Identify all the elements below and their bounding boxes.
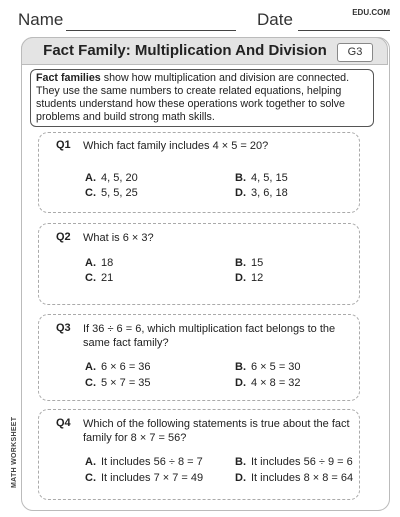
intro-box bbox=[30, 69, 374, 127]
date-label: Date bbox=[257, 10, 293, 29]
option-text: 4, 5, 20 bbox=[101, 172, 138, 184]
option-text: 12 bbox=[251, 272, 264, 284]
option-b[interactable] bbox=[235, 361, 301, 373]
sidebar-label: MATH WORKSHEET bbox=[11, 416, 18, 488]
option-a[interactable] bbox=[85, 257, 113, 269]
option-letter: A. bbox=[85, 172, 96, 184]
option-letter: A. bbox=[85, 361, 96, 373]
option-c[interactable] bbox=[85, 377, 151, 389]
option-text: 18 bbox=[101, 257, 114, 269]
option-text: It includes 56 ÷ 8 = 7 bbox=[101, 456, 203, 468]
option-letter: C. bbox=[85, 187, 96, 199]
option-text: 5, 5, 25 bbox=[101, 187, 138, 199]
option-letter: D. bbox=[235, 272, 246, 284]
name-line[interactable] bbox=[66, 30, 236, 31]
option-c[interactable] bbox=[85, 187, 138, 199]
question-text: If 36 ÷ 6 = 6, which multiplication fact belongs to the same fact family? bbox=[83, 323, 336, 349]
option-text: 4, 5, 15 bbox=[251, 172, 288, 184]
option-letter: A. bbox=[85, 456, 96, 468]
date-line[interactable] bbox=[298, 30, 390, 31]
option-c[interactable] bbox=[85, 472, 203, 484]
question-number: Q4 bbox=[56, 417, 71, 429]
option-c[interactable] bbox=[85, 272, 113, 284]
option-letter: A. bbox=[85, 257, 96, 269]
option-d[interactable] bbox=[235, 472, 353, 484]
intro-term: Fact families bbox=[36, 72, 101, 84]
option-a[interactable] bbox=[85, 172, 138, 184]
option-text: It includes 7 × 7 = 49 bbox=[101, 472, 204, 484]
option-letter: C. bbox=[85, 472, 96, 484]
option-text: 6 × 5 = 30 bbox=[251, 361, 301, 373]
option-letter: C. bbox=[85, 272, 96, 284]
option-letter: D. bbox=[235, 377, 246, 389]
option-b[interactable] bbox=[235, 257, 263, 269]
option-text: 4 × 8 = 32 bbox=[251, 377, 301, 389]
option-letter: B. bbox=[235, 456, 246, 468]
option-letter: D. bbox=[235, 472, 246, 484]
option-text: 5 × 7 = 35 bbox=[101, 377, 151, 389]
grade-badge: G3 bbox=[337, 43, 373, 62]
question-text: What is 6 × 3? bbox=[83, 232, 154, 244]
name-label: Name bbox=[18, 10, 64, 29]
option-text: It includes 56 ÷ 9 = 6 bbox=[251, 456, 353, 468]
option-letter: B. bbox=[235, 361, 246, 373]
question-number: Q2 bbox=[56, 231, 71, 243]
option-a[interactable] bbox=[85, 456, 203, 468]
intro-text: show how multiplication and division are connected. They use the same numbers to create related equations, helping students understand how these operations work together to solve problems and build strong math skills. bbox=[36, 72, 350, 123]
question-text: Which fact family includes 4 × 5 = 20? bbox=[83, 140, 269, 152]
brand-logo: EDU.COM bbox=[352, 8, 390, 17]
option-text: 15 bbox=[251, 257, 264, 269]
option-letter: C. bbox=[85, 377, 96, 389]
option-text: It includes 8 × 8 = 64 bbox=[251, 472, 354, 484]
option-text: 6 × 6 = 36 bbox=[101, 361, 151, 373]
option-text: 21 bbox=[101, 272, 114, 284]
option-a[interactable] bbox=[85, 361, 151, 373]
option-letter: B. bbox=[235, 257, 246, 269]
option-b[interactable] bbox=[235, 456, 353, 468]
option-b[interactable] bbox=[235, 172, 288, 184]
option-d[interactable] bbox=[235, 377, 301, 389]
option-letter: B. bbox=[235, 172, 246, 184]
question-number: Q3 bbox=[56, 322, 71, 334]
option-letter: D. bbox=[235, 187, 246, 199]
question-number: Q1 bbox=[56, 139, 71, 151]
question-text: Which of the following statements is true about the fact family for 8 × 7 = 56? bbox=[83, 418, 350, 444]
option-d[interactable] bbox=[235, 187, 288, 199]
option-text: 3, 6, 18 bbox=[251, 187, 288, 199]
worksheet-title: Fact Family: Multiplication And Division bbox=[43, 42, 327, 59]
option-d[interactable] bbox=[235, 272, 263, 284]
